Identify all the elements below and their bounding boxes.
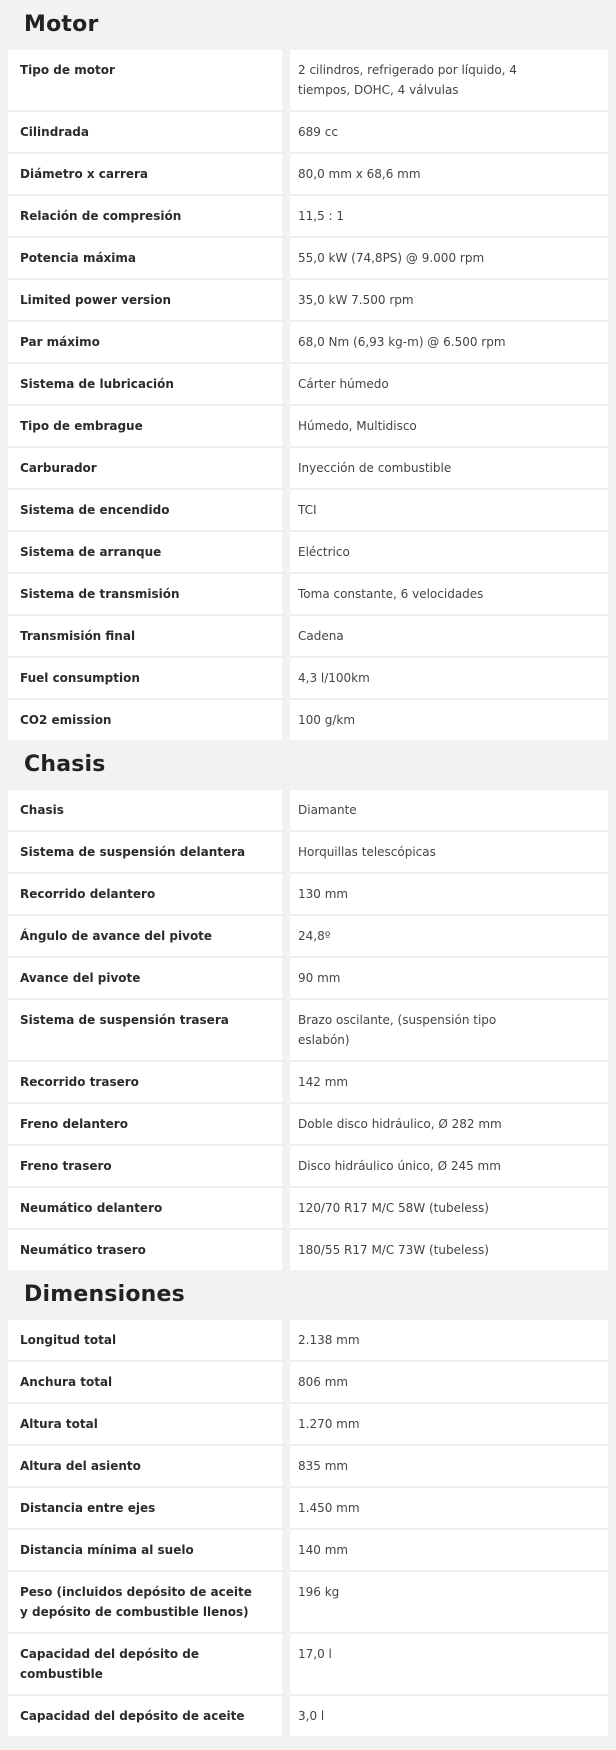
- spec-row: [8, 448, 608, 490]
- spec-value: 55,0 kW (74,8PS) @ 9.000 rpm: [290, 238, 608, 280]
- spec-label: Capacidad del depósito de aceite: [8, 1696, 290, 1736]
- spec-row: [8, 532, 608, 574]
- spec-label: Sistema de suspensión trasera: [8, 1000, 290, 1062]
- spec-row: [8, 616, 608, 658]
- spec-value: 3,0 l: [290, 1696, 608, 1736]
- spec-label: Capacidad del depósito de combustible: [8, 1634, 290, 1696]
- spec-label: Freno delantero: [8, 1104, 290, 1146]
- spec-label: Chasis: [8, 790, 290, 832]
- spec-row: [8, 1104, 608, 1146]
- spec-label: Diámetro x carrera: [8, 154, 290, 196]
- spec-value: 120/70 R17 M/C 58W (tubeless): [290, 1188, 608, 1230]
- spec-value: 140 mm: [290, 1530, 608, 1572]
- spec-label: Tipo de embrague: [8, 406, 290, 448]
- spec-value: 2.138 mm: [290, 1320, 608, 1362]
- spec-label: Ángulo de avance del pivote: [8, 916, 290, 958]
- spec-label: Peso (incluidos depósito de aceite y depósito de combustible llenos): [8, 1572, 290, 1634]
- spec-row: [8, 790, 608, 832]
- spec-row: [8, 1404, 608, 1446]
- spec-value: 1.450 mm: [290, 1488, 608, 1530]
- spec-row: [8, 700, 608, 740]
- spec-table-motor: [8, 50, 608, 740]
- spec-value: Disco hidráulico único, Ø 245 mm: [290, 1146, 608, 1188]
- spec-row: [8, 1146, 608, 1188]
- spec-label: Recorrido delantero: [8, 874, 290, 916]
- spec-label: Altura del asiento: [8, 1446, 290, 1488]
- spec-table-dimensiones: [8, 1320, 608, 1736]
- spec-value: 180/55 R17 M/C 73W (tubeless): [290, 1230, 608, 1270]
- spec-row: [8, 154, 608, 196]
- spec-value: 35,0 kW 7.500 rpm: [290, 280, 608, 322]
- spec-row: [8, 364, 608, 406]
- spec-value: 1.270 mm: [290, 1404, 608, 1446]
- spec-value: 130 mm: [290, 874, 608, 916]
- spec-label: Recorrido trasero: [8, 1062, 290, 1104]
- spec-value: Doble disco hidráulico, Ø 282 mm: [290, 1104, 608, 1146]
- spec-value: 835 mm: [290, 1446, 608, 1488]
- spec-row: [8, 574, 608, 616]
- spec-row: [8, 1488, 608, 1530]
- spec-value: 689 cc: [290, 112, 608, 154]
- section-title-chasis: Chasis: [24, 752, 106, 777]
- spec-row: [8, 1230, 608, 1270]
- spec-row: [8, 1000, 608, 1062]
- spec-label: Sistema de arranque: [8, 532, 290, 574]
- spec-value: Diamante: [290, 790, 608, 832]
- spec-row: [8, 832, 608, 874]
- spec-label: Longitud total: [8, 1320, 290, 1362]
- spec-row: [8, 322, 608, 364]
- spec-table-chasis: [8, 790, 608, 1270]
- spec-value: Húmedo, Multidisco: [290, 406, 608, 448]
- spec-row: [8, 112, 608, 154]
- spec-row: [8, 1634, 608, 1696]
- spec-label: Neumático delantero: [8, 1188, 290, 1230]
- spec-label: CO2 emission: [8, 700, 290, 740]
- spec-row: [8, 1188, 608, 1230]
- spec-label: Limited power version: [8, 280, 290, 322]
- spec-row: [8, 874, 608, 916]
- spec-label: Freno trasero: [8, 1146, 290, 1188]
- spec-value: 100 g/km: [290, 700, 608, 740]
- spec-value: Horquillas telescópicas: [290, 832, 608, 874]
- spec-label: Cilindrada: [8, 112, 290, 154]
- spec-value: Eléctrico: [290, 532, 608, 574]
- spec-row: [8, 280, 608, 322]
- spec-value: 24,8º: [290, 916, 608, 958]
- spec-value: Inyección de combustible: [290, 448, 608, 490]
- spec-row: [8, 196, 608, 238]
- spec-value: 806 mm: [290, 1362, 608, 1404]
- spec-label: Distancia entre ejes: [8, 1488, 290, 1530]
- spec-value: 80,0 mm x 68,6 mm: [290, 154, 608, 196]
- spec-label: Distancia mínima al suelo: [8, 1530, 290, 1572]
- spec-row: [8, 658, 608, 700]
- spec-label: Carburador: [8, 448, 290, 490]
- spec-label: Altura total: [8, 1404, 290, 1446]
- spec-row: [8, 1446, 608, 1488]
- spec-row: [8, 916, 608, 958]
- spec-row: [8, 238, 608, 280]
- spec-label: Anchura total: [8, 1362, 290, 1404]
- spec-row: [8, 1572, 608, 1634]
- spec-label: Relación de compresión: [8, 196, 290, 238]
- spec-label: Par máximo: [8, 322, 290, 364]
- spec-label: Fuel consumption: [8, 658, 290, 700]
- spec-label: Transmisión final: [8, 616, 290, 658]
- spec-value: Toma constante, 6 velocidades: [290, 574, 608, 616]
- spec-label: Sistema de suspensión delantera: [8, 832, 290, 874]
- spec-value: 196 kg: [290, 1572, 608, 1634]
- section-title-motor: Motor: [24, 12, 99, 37]
- spec-value: Cadena: [290, 616, 608, 658]
- spec-label: Sistema de transmisión: [8, 574, 290, 616]
- spec-label: Avance del pivote: [8, 958, 290, 1000]
- spec-label: Sistema de encendido: [8, 490, 290, 532]
- spec-value: 2 cilindros, refrigerado por líquido, 4 tiempos, DOHC, 4 válvulas: [290, 50, 608, 112]
- spec-value: 17,0 l: [290, 1634, 608, 1696]
- spec-value: 68,0 Nm (6,93 kg-m) @ 6.500 rpm: [290, 322, 608, 364]
- section-title-dimensiones: Dimensiones: [24, 1282, 185, 1307]
- spec-value: 90 mm: [290, 958, 608, 1000]
- spec-value: Brazo oscilante, (suspensión tipo eslabón): [290, 1000, 608, 1062]
- spec-row: [8, 490, 608, 532]
- spec-row: [8, 406, 608, 448]
- spec-label: Neumático trasero: [8, 1230, 290, 1270]
- spec-row: [8, 1062, 608, 1104]
- spec-row: [8, 1696, 608, 1736]
- spec-row: [8, 1530, 608, 1572]
- spec-row: [8, 1362, 608, 1404]
- spec-value: 11,5 : 1: [290, 196, 608, 238]
- spec-label: Potencia máxima: [8, 238, 290, 280]
- spec-value: Cárter húmedo: [290, 364, 608, 406]
- spec-label: Sistema de lubricación: [8, 364, 290, 406]
- spec-value: 4,3 l/100km: [290, 658, 608, 700]
- spec-label: Tipo de motor: [8, 50, 290, 112]
- spec-row: [8, 1320, 608, 1362]
- spec-value: 142 mm: [290, 1062, 608, 1104]
- spec-value: TCI: [290, 490, 608, 532]
- spec-row: [8, 958, 608, 1000]
- spec-row: [8, 50, 608, 112]
